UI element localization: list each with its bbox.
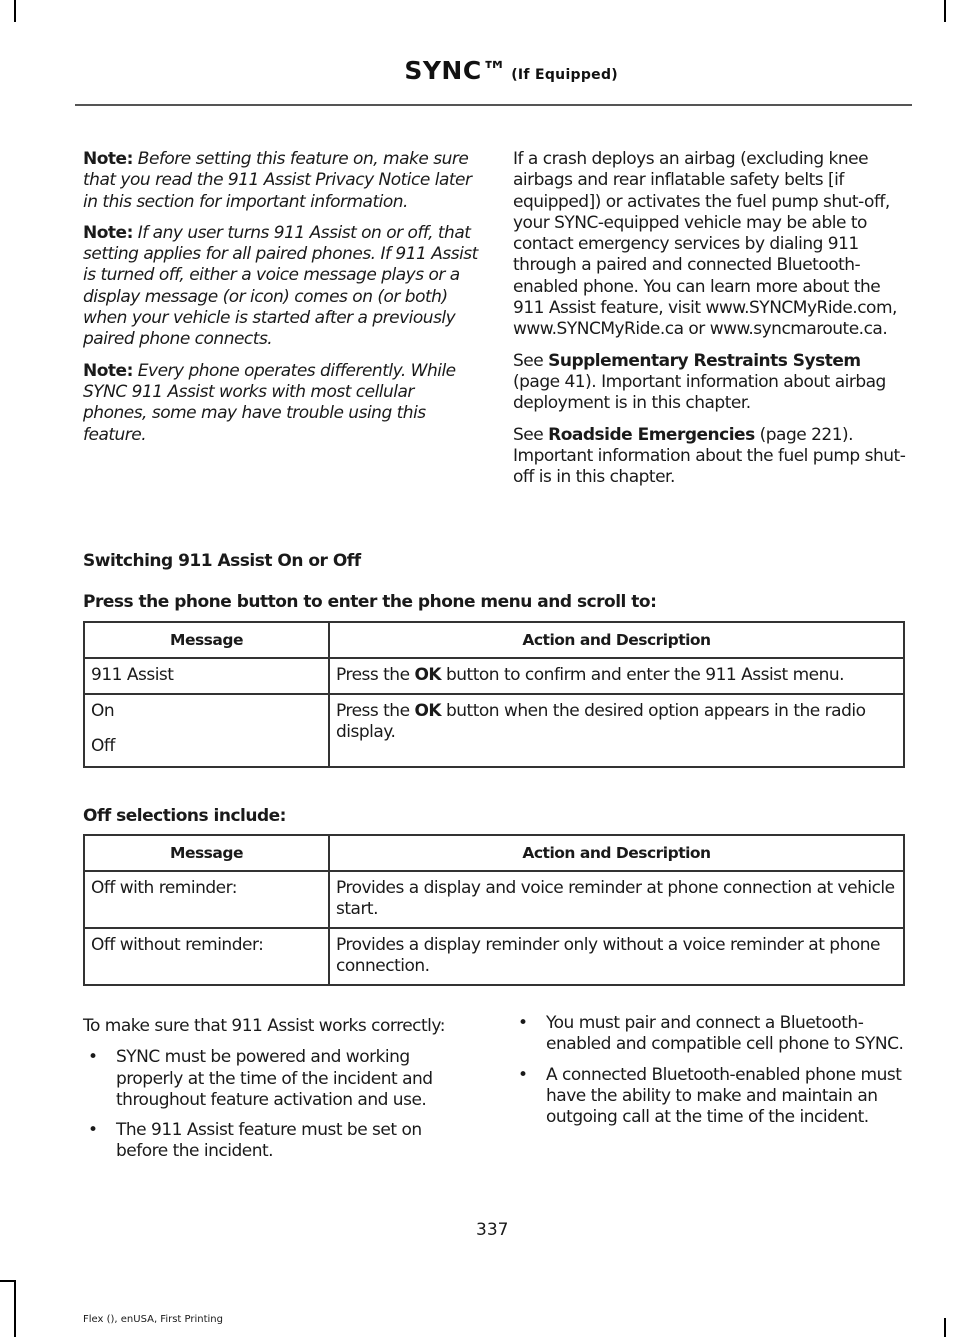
bullet: •	[518, 1013, 528, 1033]
link-roadside-emergencies[interactable]: Roadside Emergencies	[548, 424, 755, 445]
bottom-left-column	[83, 1016, 478, 1172]
section-heading-switching: Switching 911 Assist On or Off	[83, 551, 361, 571]
requirements-list-left	[83, 1047, 478, 1162]
table-row	[84, 928, 904, 985]
cross-reference-roadside: See Roadside Emergencies (page 221). Important information about the fuel pump shut-off is in this chapter.	[513, 424, 906, 488]
footer-edition: Flex (), enUSA, First Printing	[83, 1314, 223, 1325]
right-column	[513, 149, 908, 498]
left-column	[83, 149, 478, 456]
page-number: 337	[476, 1220, 509, 1240]
crop-mark-bottom-left-corner	[0, 1280, 16, 1282]
table-row	[84, 658, 904, 694]
bottom-right-column	[513, 1013, 908, 1137]
note-2: Note: If any user turns 911 Assist on or off, that setting applies for all paired phones. If 911 Assist is turned off, either a voice message plays or a display message (or icon) comes on (or both) when your vehicle is started after a previously paired phone connects.	[83, 222, 478, 350]
list-item: • The 911 Assist feature must be set on before the incident.	[88, 1120, 422, 1162]
table-header-row	[84, 835, 904, 871]
column-header-message: Message	[84, 622, 329, 658]
column-header-action: Action and Description	[329, 835, 904, 871]
list-item: • A connected Bluetooth-enabled phone must have the ability to make and maintain an outgoing call at the time of the incident.	[518, 1064, 902, 1128]
crop-mark-bottom-left	[14, 1280, 16, 1337]
requirements-list-right	[513, 1013, 908, 1128]
table-off-selections	[83, 834, 905, 986]
link-supplementary-restraints[interactable]: Supplementary Restraints System	[548, 350, 861, 371]
page-title: SYNC™ (If Equipped)	[404, 56, 618, 85]
note-3: Note: Every phone operates differently. While SYNC 911 Assist works with most cellular phones, some may have trouble using this feature.	[83, 360, 456, 445]
action-cell: Provides a display reminder only without a voice reminder at phone connection.	[329, 928, 904, 985]
action-cell: Press the OK button to confirm and enter the 911 Assist menu.	[329, 658, 904, 694]
header-rule	[75, 104, 912, 106]
message-cell: 911 Assist	[84, 658, 329, 694]
column-header-action: Action and Description	[329, 622, 904, 658]
message-cell: On Off	[84, 694, 329, 767]
message-cell: Off without reminder:	[84, 928, 329, 985]
section-heading-off-selections: Off selections include:	[83, 806, 286, 826]
section-instruction: Press the phone button to enter the phone menu and scroll to:	[83, 592, 657, 612]
action-cell: Press the OK button when the desired option appears in the radio display.	[329, 694, 904, 767]
crash-paragraph: If a crash deploys an airbag (excluding knee airbags and rear inflatable safety belts [if equipped]) or activates the fuel pump shut-off, your SYNC-equipped vehicle may be able to contact emergency services by dialing 911 through a paired and connected Bluetooth-enabled phone. You can learn more about the 911 Assist feature, visit www.SYNCMyRide.com, www.SYNCMyRide.ca or www.syncmaroute.ca.	[513, 149, 897, 340]
list-item: • SYNC must be powered and working properly at the time of the incident and throughout feature activation and use.	[88, 1047, 433, 1110]
bullet: •	[88, 1120, 98, 1141]
bullet: •	[518, 1064, 528, 1085]
bullet: •	[88, 1047, 98, 1068]
crop-mark-top-left	[14, 0, 16, 22]
note-1: Note: Before setting this feature on, make sure that you read the 911 Assist Privacy Notice later in this section for important information.	[83, 149, 472, 212]
column-header-message: Message	[84, 835, 329, 871]
table-row	[84, 694, 904, 767]
message-cell: Off with reminder:	[84, 871, 329, 928]
action-cell: Provides a display and voice reminder at phone connection at vehicle start.	[329, 871, 904, 928]
list-item: • You must pair and connect a Bluetooth-enabled and compatible cell phone to SYNC.	[518, 1013, 904, 1055]
table-row	[84, 871, 904, 928]
crop-mark-top-right	[944, 0, 946, 22]
table-header-row	[84, 622, 904, 658]
page-subtitle: (If Equipped)	[511, 67, 618, 83]
cross-reference-restraints: See Supplementary Restraints System (page 41). Important information about airbag deployment is in this chapter.	[513, 350, 886, 414]
crop-mark-bottom-right	[944, 1318, 946, 1337]
requirements-intro: To make sure that 911 Assist works correctly:	[83, 1016, 445, 1036]
table-switching	[83, 621, 905, 768]
